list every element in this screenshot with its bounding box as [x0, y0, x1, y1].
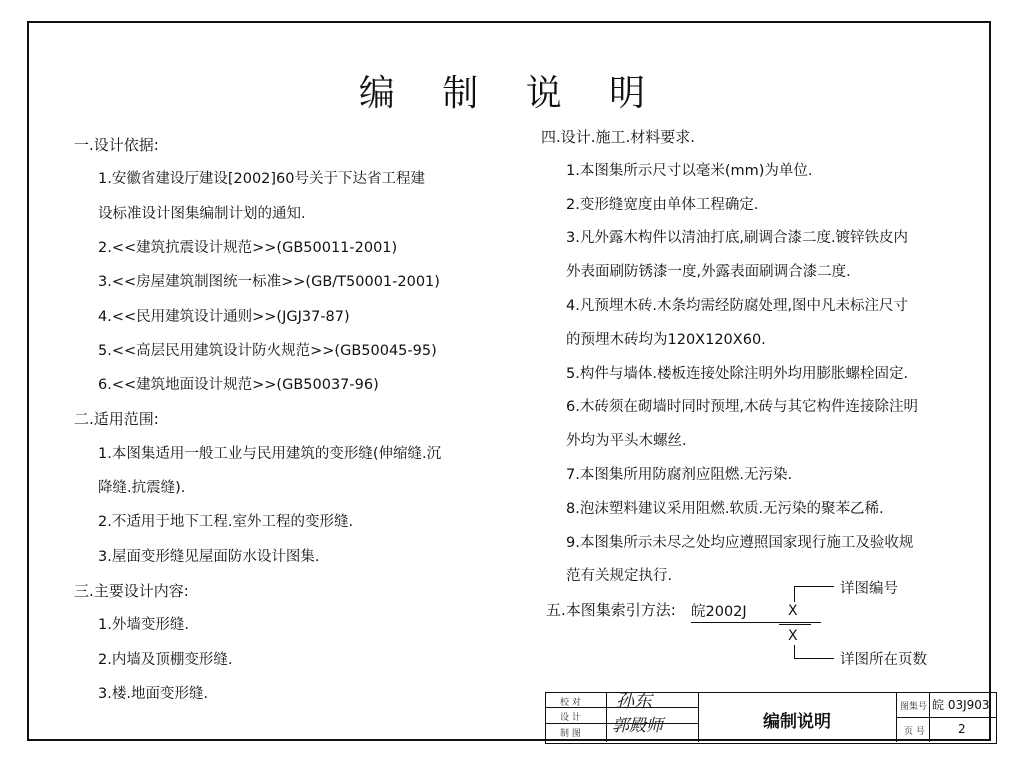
list-item: 3.凡外露木构件以清油打底,刷调合漆二度.镀锌铁皮内 [566, 230, 909, 247]
list-item: 的预埋木砖均为120X120X60. [566, 331, 766, 348]
title-block [545, 692, 997, 744]
tb-col-line [606, 693, 607, 742]
list-item: 1.外墙变形缝. [98, 617, 189, 634]
list-item: 设标准设计图集编制计划的通知. [98, 205, 306, 222]
list-item: 4.凡预埋木砖.木条均需经防腐处理,图中凡未标注尺寸 [566, 298, 909, 314]
section-heading: 二.适用范围: [74, 410, 159, 429]
list-item: 3.楼.地面变形缝. [98, 685, 209, 702]
list-item: 1.本图集适用一般工业与民用建筑的变形缝(伸缩缝.沉 [98, 445, 442, 462]
callout-top-leader-horizontal [794, 586, 834, 587]
callout-bottom-leader-vertical [794, 645, 795, 658]
list-item: 3.屋面变形缝见屋面防水设计图集. [98, 548, 320, 565]
signature-check: 孙东 [616, 691, 652, 712]
list-item: 2.变形缝宽度由单体工程确定. [566, 196, 759, 213]
tb-row-line [896, 717, 996, 718]
list-item: 6.<<建筑地面设计规范>>(GB50037-96) [98, 377, 379, 394]
index-method-label: 五.本图集索引方法: [546, 601, 676, 619]
list-item: 降缝.抗震缝). [98, 480, 186, 496]
section-heading: 四.设计.施工.材料要求. [541, 128, 696, 146]
list-item: 5.构件与墙体.楼板连接处除注明外均用膨胀螺栓固定. [566, 365, 909, 382]
list-item: 8.泡沫塑料建议采用阻燃.软质.无污染的聚苯乙稀. [566, 500, 884, 517]
list-item: 5.<<高层民用建筑设计防火规范>>(GB50045-95) [98, 342, 437, 359]
list-item: 外表面刷防锈漆一度,外露表面刷调合漆二度. [566, 264, 851, 281]
tb-design-label: 设 计 [560, 713, 581, 723]
list-item: 2.<<建筑抗震设计规范>>(GB50011-2001) [98, 239, 398, 256]
list-item: 6.木砖须在砌墙时同时预埋,木砖与其它构件连接除注明 [566, 399, 918, 416]
list-item: 3.<<房屋建筑制图统一标准>>(GB/T50001-2001) [98, 274, 440, 291]
list-item: 外均为平头木螺丝. [566, 433, 687, 450]
tb-draw-label: 制 图 [560, 729, 581, 739]
list-item: 9.本图集所示未尽之处均应遵照国家现行施工及验收规 [566, 534, 914, 551]
section-heading: 一.设计依据: [74, 136, 159, 154]
section-heading: 三.主要设计内容: [74, 581, 189, 600]
tb-check-label: 校 对 [560, 698, 581, 708]
tb-page-label: 页 号 [904, 727, 925, 737]
list-item: 1.本图集所示尺寸以毫米(mm)为单位. [566, 162, 813, 179]
list-item: 1.安徽省建设厅建设[2002]60号关于下达省工程建 [98, 171, 425, 188]
callout-bottom-label: 详图所在页数 [840, 652, 927, 668]
index-bottom-x: X [788, 628, 798, 644]
page-title: 编 制 说 明 [358, 73, 664, 114]
list-item: 2.不适用于地下工程.室外工程的变形缝. [98, 514, 354, 531]
callout-bottom-leader-horizontal [794, 658, 834, 659]
tb-drawing-title: 编制说明 [763, 712, 831, 732]
list-item: 7.本图集所用防腐剂应阻燃.无污染. [566, 467, 793, 483]
index-underline [691, 622, 821, 623]
tb-page-number: 2 [958, 722, 966, 736]
callout-top-leader-vertical [794, 586, 795, 602]
index-code: 皖2002J [691, 604, 747, 620]
signature-design: 郭殿师 [612, 716, 663, 736]
list-item: 2.内墙及顶棚变形缝. [98, 651, 233, 668]
list-item: 4.<<民用建筑设计通则>>(JGJ37-87) [98, 308, 350, 325]
index-top-x: X [788, 603, 798, 619]
list-item: 范有关规定执行. [566, 568, 673, 585]
tb-atlas-number: 皖 03J903 [932, 698, 990, 712]
tb-atlas-label: 图集号 [900, 702, 928, 712]
index-divider [779, 624, 811, 625]
callout-top-label: 详图编号 [840, 581, 898, 597]
